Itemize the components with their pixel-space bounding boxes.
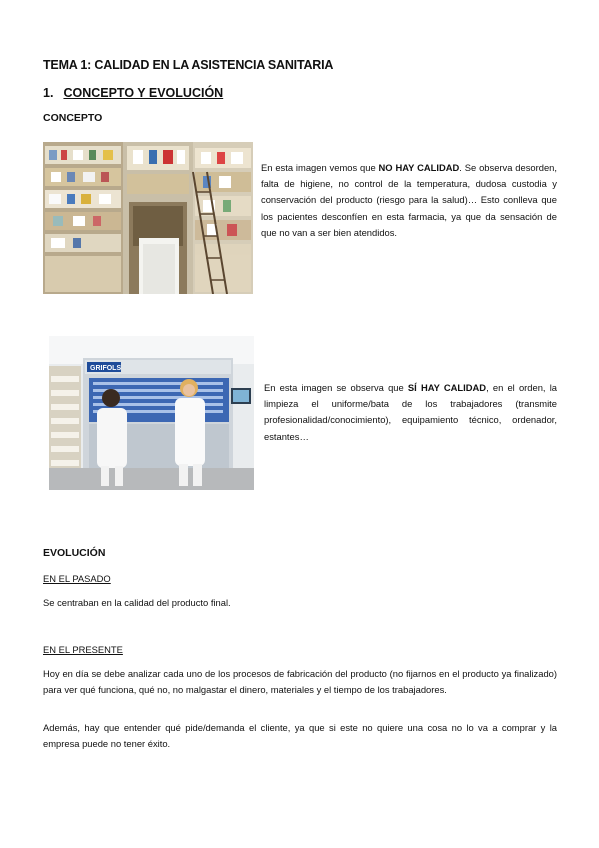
section-number: 1. <box>43 86 54 100</box>
concepto-heading: CONCEPTO <box>43 112 103 124</box>
image2-text-before: En esta imagen se observa que <box>264 382 408 393</box>
pasado-text: Se centraban en la calidad del producto final. <box>43 597 231 608</box>
image1-text-bold: NO HAY CALIDAD <box>378 162 460 173</box>
image1-text-before: En esta imagen vemos que <box>261 162 379 173</box>
image2-description <box>264 380 557 445</box>
section-title: CONCEPTO Y EVOLUCIÓN <box>63 86 224 100</box>
document-title: TEMA 1: CALIDAD EN LA ASISTENCIA SANITARIA <box>43 58 334 72</box>
presente-heading: EN EL PRESENTE <box>43 644 123 655</box>
pasado-heading: EN EL PASADO <box>43 573 111 584</box>
image2-text-after: , en el orden, la limpieza el uniforme/bata de los trabajadores (transmite profesionalidad/conocimiento), equipamiento técnico, ordenador, estantes… <box>264 382 557 442</box>
image1-description <box>261 160 557 241</box>
cluttered-pharmacy-illustration <box>43 142 253 294</box>
section-heading <box>43 86 223 100</box>
organized-pharmacy-photo <box>49 336 254 490</box>
evolucion-heading: EVOLUCIÓN <box>43 547 106 559</box>
cluttered-pharmacy-photo <box>43 142 253 294</box>
presente-text-2: Además, hay que entender qué pide/demanda el cliente, ya que si este no quiere una cosa no lo va a comprar y la empresa puede no tener éxito. <box>43 722 557 750</box>
grifols-logo-text: GRIFOLS <box>90 365 122 372</box>
image2-text-bold: SÍ HAY CALIDAD <box>407 382 487 393</box>
presente-text-1: Hoy en día se debe analizar cada uno de los procesos de fabricación del producto (no fijarnos en el producto ya finalizado) para ver qué funciona, qué no, no malgastar el dinero, materiales y el tiempo de los trabajadores. <box>43 668 557 696</box>
image1-text-after: . Se observa desorden, falta de higiene, no control de la temperatura, dudosa custodia y conservación del producto (riesgo para la salud)… Esto conlleva que los pacientes desconfíen en esta farmacia, ya que da sensación de que no van a ser bien atendidos. <box>261 162 558 238</box>
organized-pharmacy-illustration <box>49 336 254 490</box>
